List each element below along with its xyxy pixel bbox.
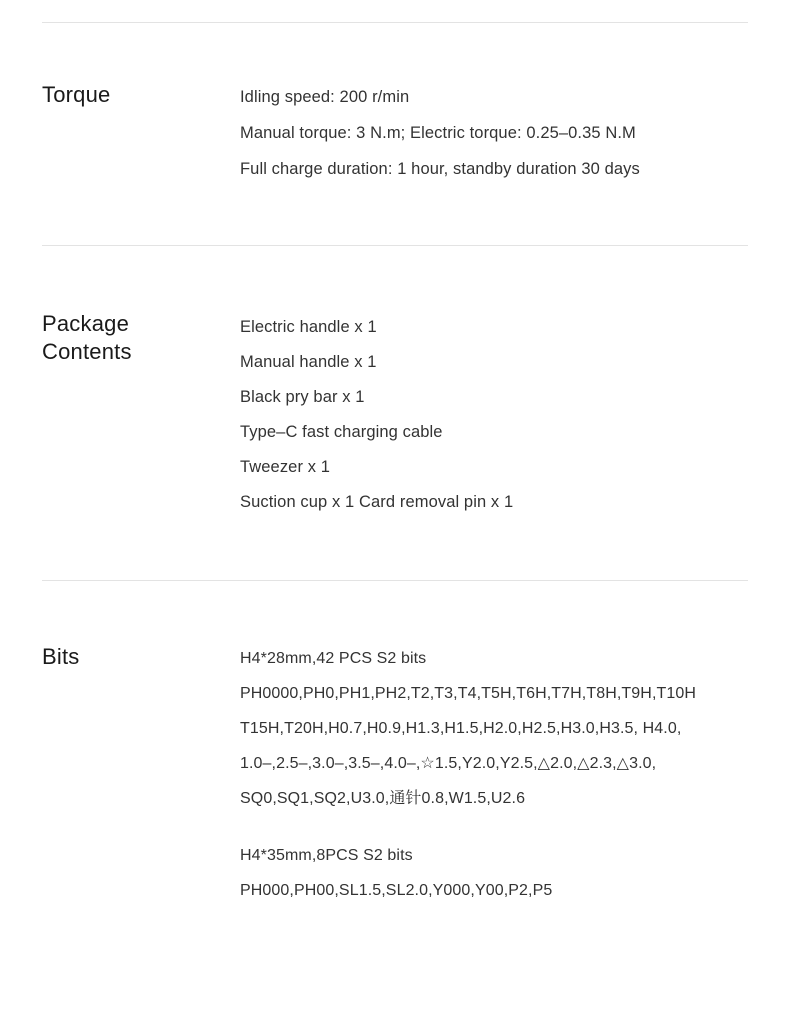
spec-line: PH000,PH00,SL1.5,SL2.0,Y000,Y00,P2,P5 xyxy=(240,882,553,899)
spec-line: Idling speed: 200 r/min xyxy=(240,88,410,106)
spec-line: Black pry bar x 1 xyxy=(240,388,365,406)
spec-section-torque xyxy=(0,23,790,187)
spec-values-torque xyxy=(240,79,748,187)
spec-line: T15H,T20H,H0.7,H0.9,H1.3,H1.5,H2.0,H2.5,H3.0,H3.5, H4.0, xyxy=(240,720,682,737)
value-group xyxy=(240,838,748,908)
spec-line: Type–C fast charging cable xyxy=(240,423,443,441)
value-group xyxy=(240,641,748,816)
spec-line: H4*35mm,8PCS S2 bits xyxy=(240,847,413,864)
spec-line: Manual torque: 3 N.m; Electric torque: 0.25–0.35 N.M xyxy=(240,124,636,142)
spec-label-package-contents xyxy=(42,310,240,366)
spec-line: H4*28mm,42 PCS S2 bits xyxy=(240,650,427,667)
value-group xyxy=(240,310,748,520)
spec-line: Electric handle x 1 xyxy=(240,318,377,336)
spec-line: Manual handle x 1 xyxy=(240,353,377,371)
spec-label-line-2: Contents xyxy=(42,339,132,364)
spec-label-torque: Torque xyxy=(42,82,111,107)
spec-values-bits xyxy=(240,641,748,908)
spec-sheet-page xyxy=(0,22,790,1027)
spec-label-line-1: Package xyxy=(42,311,130,336)
spec-line: 1.0–,2.5–,3.0–,3.5–,4.0–,☆1.5,Y2.0,Y2.5,△2.0,△2.3,△3.0, xyxy=(240,755,657,772)
spec-line: SQ0,SQ1,SQ2,U3.0,通针0.8,W1.5,U2.6 xyxy=(240,790,526,807)
spec-section-bits xyxy=(0,581,790,908)
spec-line: PH0000,PH0,PH1,PH2,T2,T3,T4,T5H,T6H,T7H,T8H,T9H,T10H xyxy=(240,685,697,702)
spec-section-package-contents xyxy=(0,246,790,520)
spec-label-bits: Bits xyxy=(42,644,80,669)
spec-line: Suction cup x 1 Card removal pin x 1 xyxy=(240,493,514,511)
spec-values-package-contents xyxy=(240,310,748,520)
spec-line: Full charge duration: 1 hour, standby duration 30 days xyxy=(240,160,640,178)
value-group xyxy=(240,79,748,187)
spec-line: Tweezer x 1 xyxy=(240,458,331,476)
